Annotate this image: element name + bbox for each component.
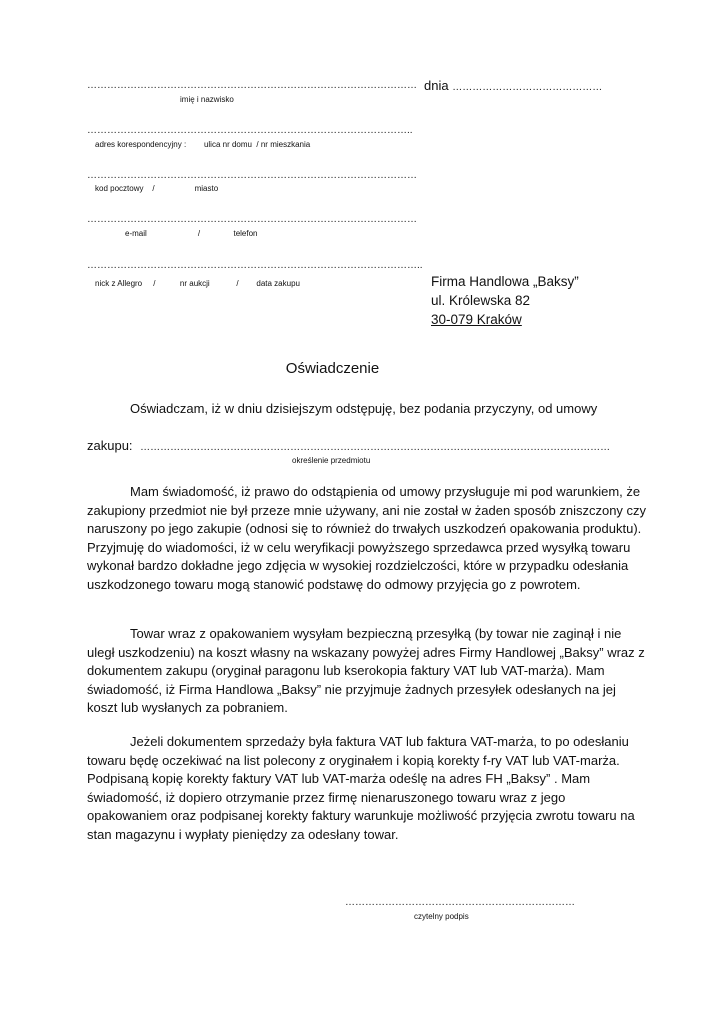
address-label: adres korespondencyjny : ulica nr domu / nr mieszkania bbox=[95, 140, 311, 149]
recipient-name: Firma Handlowa „Baksy” bbox=[431, 274, 579, 289]
signature-label: czytelny podpis bbox=[414, 912, 469, 921]
nick-label: nick z Allegro / nr aukcji / data zakupu bbox=[95, 279, 300, 288]
name-dots: ……………………………………………………………………………………… bbox=[87, 80, 417, 91]
recipient-street: ul. Królewska 82 bbox=[431, 293, 531, 308]
paragraph-1-text: Mam świadomość, iż prawo do odstąpienia od umowy przysługuje mi pod warunkiem, że zakupiony przedmiot nie był przeze mnie używany, ani nie został w żaden sposób zniszczony czy naruszony po jego zakupie (odnosi się to również do trwałych uszkodzeń opakowania produktu). Przyjmuję do wiadomości, iż w celu weryfikacji powyższego sprzedawca przed wysyłką towaru wykonał bardzo dokładne jego zdjęcia w wysokiej rozdzielczości, które w przypadku odesłania uszkodzonego towaru mogą stanowić podstawę do odmowy przyjęcia go z powrotem. bbox=[87, 484, 647, 592]
email-dots: ……………………………………………………………………………………… bbox=[87, 214, 417, 225]
nick-dots: ……………………………………………………………………………………….. bbox=[87, 260, 423, 271]
paragraph-1 bbox=[87, 483, 647, 595]
purchase-dots: …………………………………………………………………………………………………………………………… bbox=[140, 442, 611, 453]
date-prefix: dnia bbox=[424, 78, 449, 93]
document-title: Oświadczenie bbox=[285, 360, 380, 377]
paragraph-3 bbox=[87, 733, 647, 845]
intro-text: Oświadczam, iż w dniu dzisiejszym odstępuję, bez podania przyczyny, od umowy bbox=[130, 401, 598, 416]
paragraph-3-text: Jeżeli dokumentem sprzedaży była faktura VAT lub faktura VAT-marża, to po odesłaniu towaru będę oczekiwać na list polecony z oryginałem i kopią korekty f-ry VAT lub VAT-marża. Podpisaną kopię korekty faktury VAT lub VAT-marża odeślę na adres FH „Baksy” . Mam świadomość, iż dopiero otrzymanie przez firmę nienaruszonego towaru wraz z jego opakowaniem oraz podpisanej korekty faktury warunkuje możliwość przyjęcia zwrotu towaru na stan magazynu i wypłaty pieniędzy za odesłany towar. bbox=[87, 734, 635, 842]
signature-dots: …………………………………………………………… bbox=[345, 897, 575, 908]
date-dots: ……………………………………… bbox=[452, 82, 603, 93]
email-label: e-mail / telefon bbox=[125, 229, 258, 238]
address-dots: …………………………………………………………………………………….. bbox=[87, 125, 413, 136]
date-field bbox=[424, 78, 603, 93]
name-label: imię i nazwisko bbox=[180, 95, 234, 104]
purchase-prefix: zakupu: bbox=[87, 438, 133, 453]
purchase-line bbox=[87, 438, 610, 453]
postal-label: kod pocztowy / miasto bbox=[95, 184, 219, 193]
recipient-city: 30-079 Kraków bbox=[431, 312, 522, 327]
recipient-address bbox=[431, 272, 579, 329]
paragraph-2-text: Towar wraz z opakowaniem wysyłam bezpieczną przesyłką (by towar nie zaginął i nie uległ uszkodzeniu) na koszt własny na wskazany powyżej adres Firmy Handlowej „Baksy” wraz z dokumentem zakupu (oryginał paragonu lub kserokopia faktury VAT lub VAT-marża). Mam świadomość, iż Firma Handlowa „Baksy” nie przyjmuje żadnych przesyłek odesłanych na jej koszt lub wysłanych za pobraniem. bbox=[87, 626, 645, 716]
purchase-label: określenie przedmiotu bbox=[292, 456, 371, 465]
postal-dots: ……………………………………………………………………………………… bbox=[87, 170, 417, 181]
paragraph-2 bbox=[87, 625, 647, 718]
